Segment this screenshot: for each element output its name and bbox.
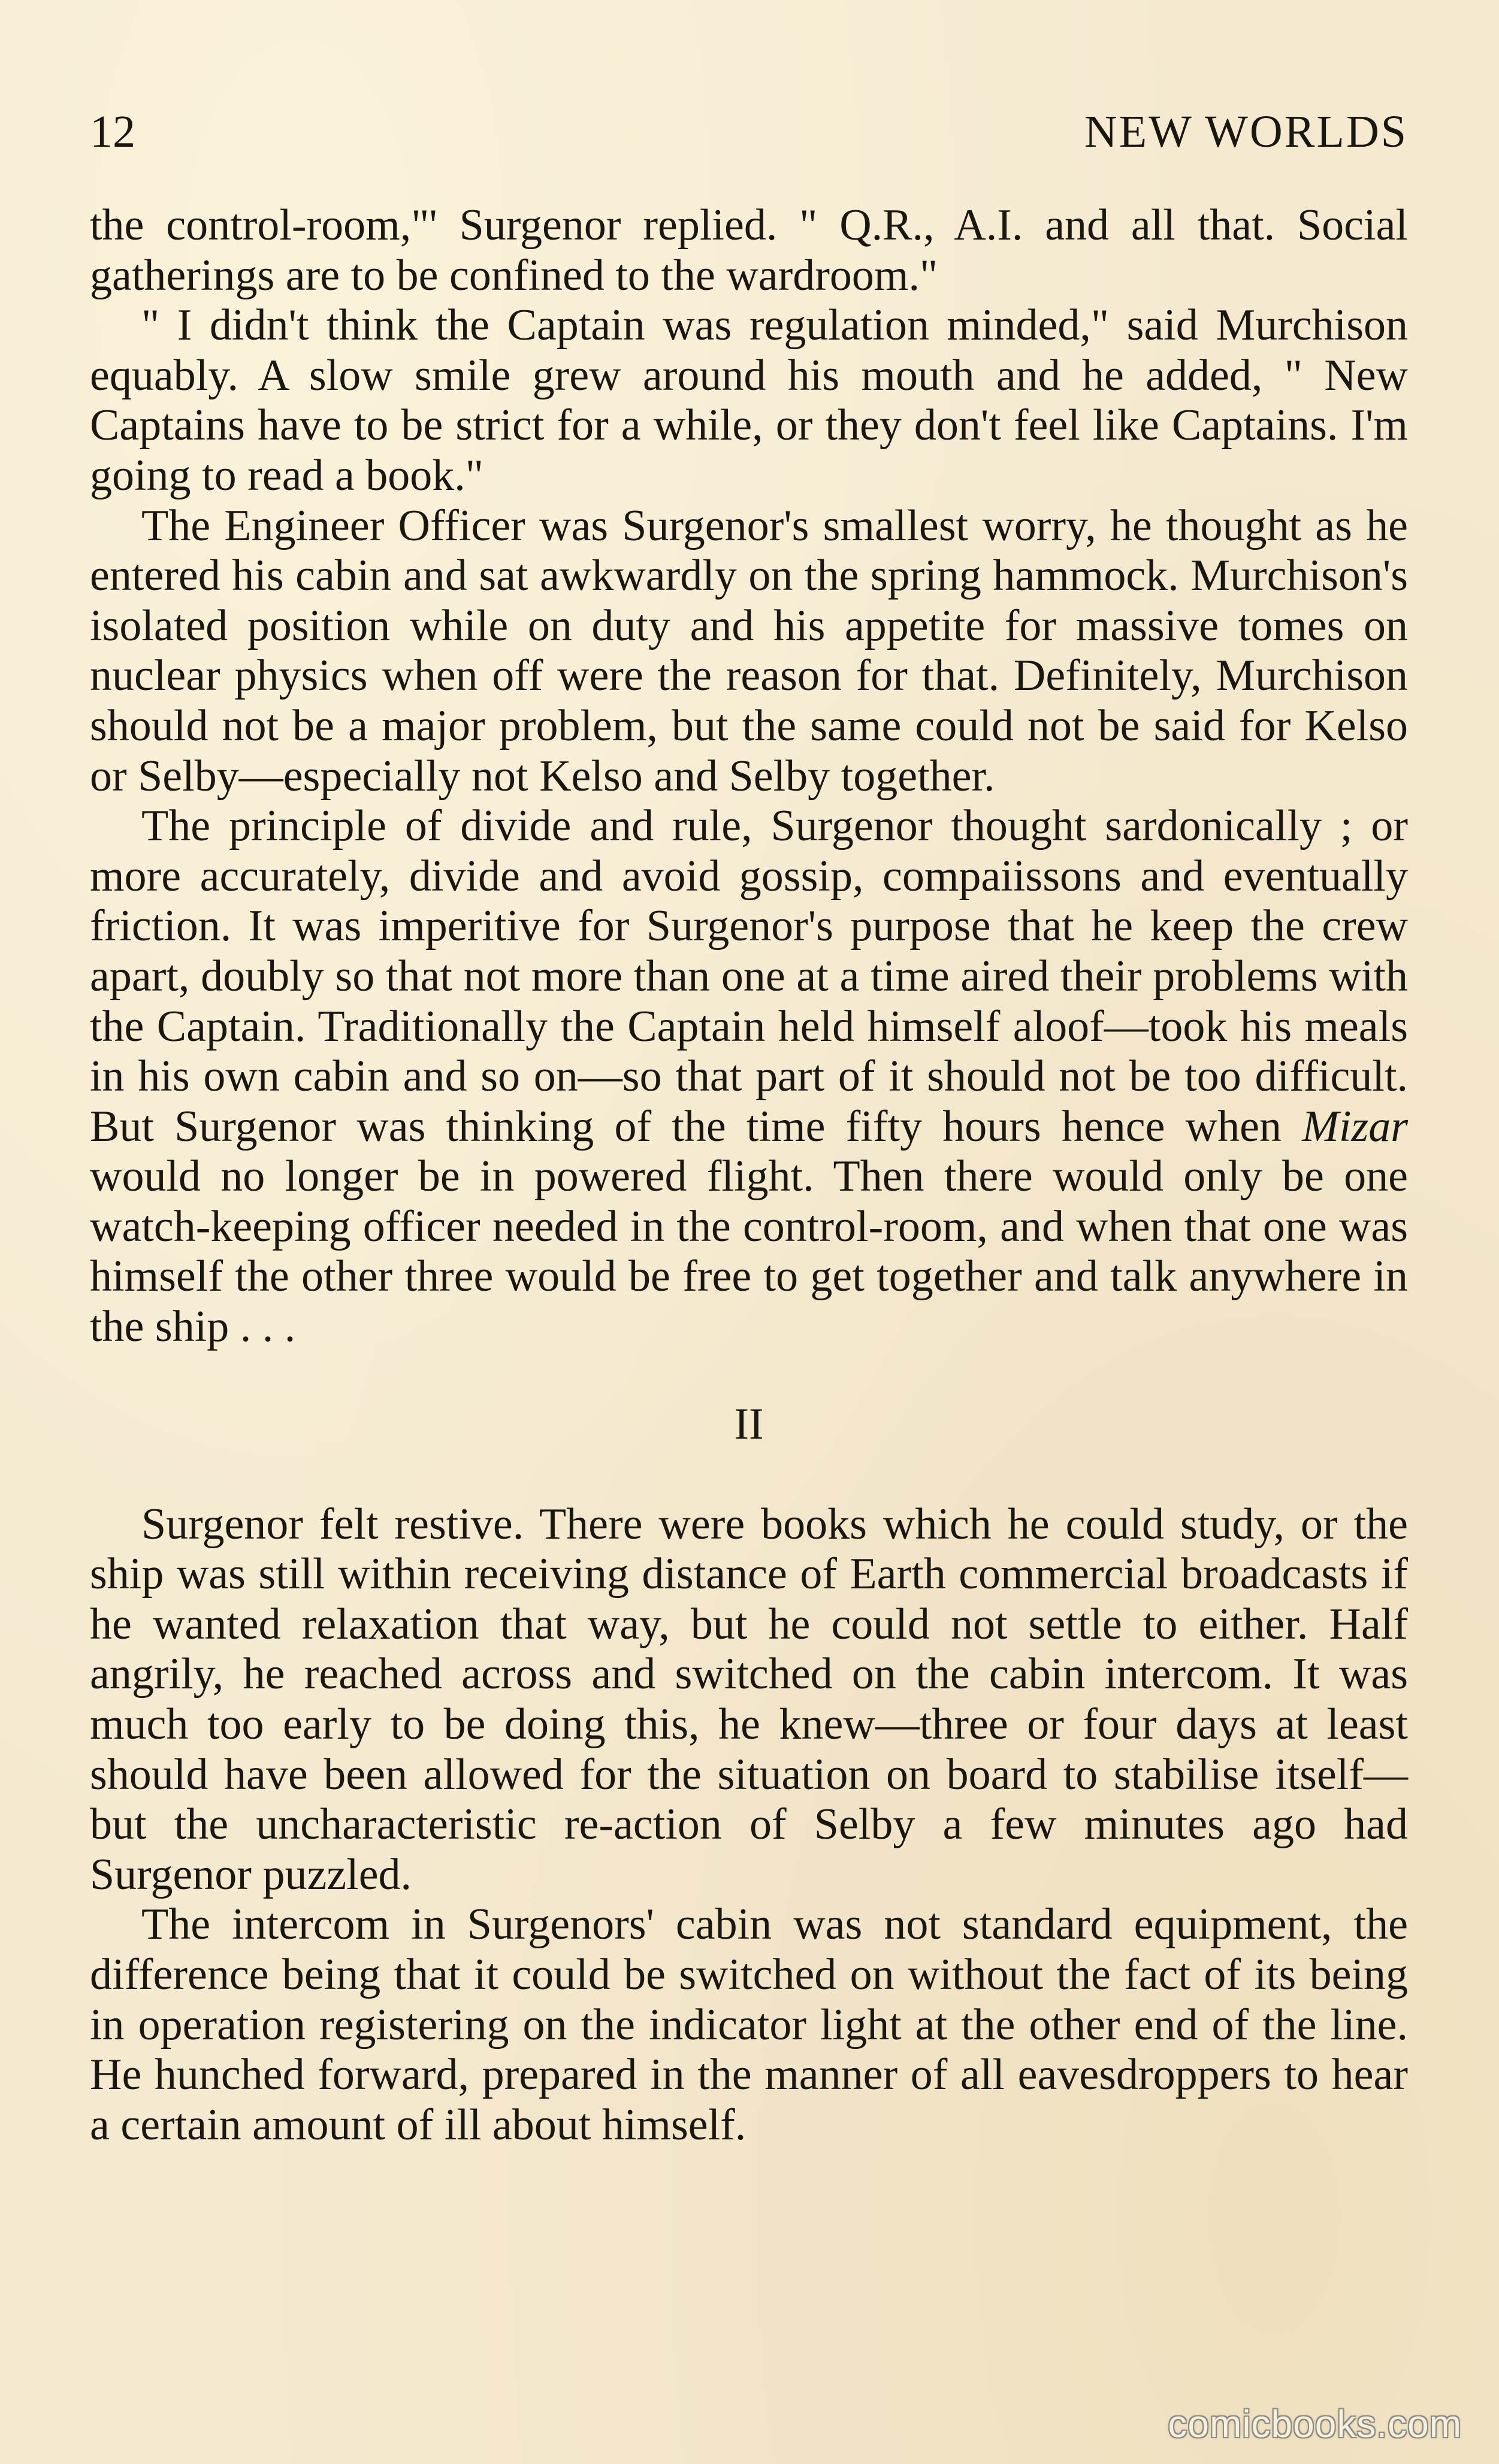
paragraph: The Engineer Officer was Surgenor's smallest worry, he thought as he entered his cabin and sat awkwardly on the spring hammock. Murchison's isolated position while on duty and his appetite for massive tomes on nuclear physics when off were the reason for that. Definitely, Murchison should not be a major problem, but the same could not be said for Kelso or Selby—especially not Kelso and Selby together. <box>90 501 1408 801</box>
section-heading: II <box>734 1399 764 1449</box>
ship-name: Mizar <box>1302 1101 1408 1151</box>
paragraph: " I didn't think the Captain was regulation minded," said Murchison equably. A slow smile grew around his mouth and he added, " New Captains have to be strict for a while, or they don't feel like Captains. I'm going to read a book." <box>90 301 1408 500</box>
paragraph-text-after: would no longer be in powered flight. Then there would only be one watch-keeping officer needed in the control-room, and when that one was himself the other three would be free to get together and talk anywhere in the ship . . . <box>90 1152 1408 1352</box>
running-head-title: NEW WORLDS <box>1084 107 1408 157</box>
paragraph: the control-room,"' Surgenor replied. " Q.R., A.I. and all that. Social gatherings are to be confined to the wardroom." <box>90 201 1408 300</box>
paragraph-mizar <box>90 801 1408 1352</box>
page-header <box>90 105 1408 159</box>
body-text <box>90 201 1408 2150</box>
paragraph: The intercom in Surgenors' cabin was not standard equipment, the difference being that it could be switched on without the fact of its being in operation registering on the indicator light at the other end of the line. He hunched forward, prepared in the manner of all eavesdroppers to hear a certain amount of ill about himself. <box>90 1900 1408 2150</box>
paragraph: Surgenor felt restive. There were books which he could study, or the ship was still within receiving distance of Earth commercial broadcasts if he wanted relaxation that way, but he could not settle to either. Half angrily, he reached across and switched on the cabin intercom. It was much too early to be doing this, he knew—three or four days at least should have been allowed for the situation on board to stabilise itself—but the uncharacteristic re-action of Selby a few minutes ago had Surgenor puzzled. <box>90 1499 1408 1899</box>
page-number: 12 <box>90 107 135 157</box>
paragraph-text-before: The principle of divide and rule, Surgenor thought sardonically ; or more accurately, divide and avoid gossip, compaiissons and eventually friction. It was imperitive for Surgenor's purpose that he keep the crew apart, doubly so that not more than one at a time aired their problems with the Captain. Traditionally the Captain held himself aloof—took his meals in his own cabin and so on—so that part of it should not be too difficult. But Surgenor was thinking of the time fifty hours hence when <box>90 801 1408 1151</box>
watermark: comicbooks.com <box>1168 2402 1462 2445</box>
